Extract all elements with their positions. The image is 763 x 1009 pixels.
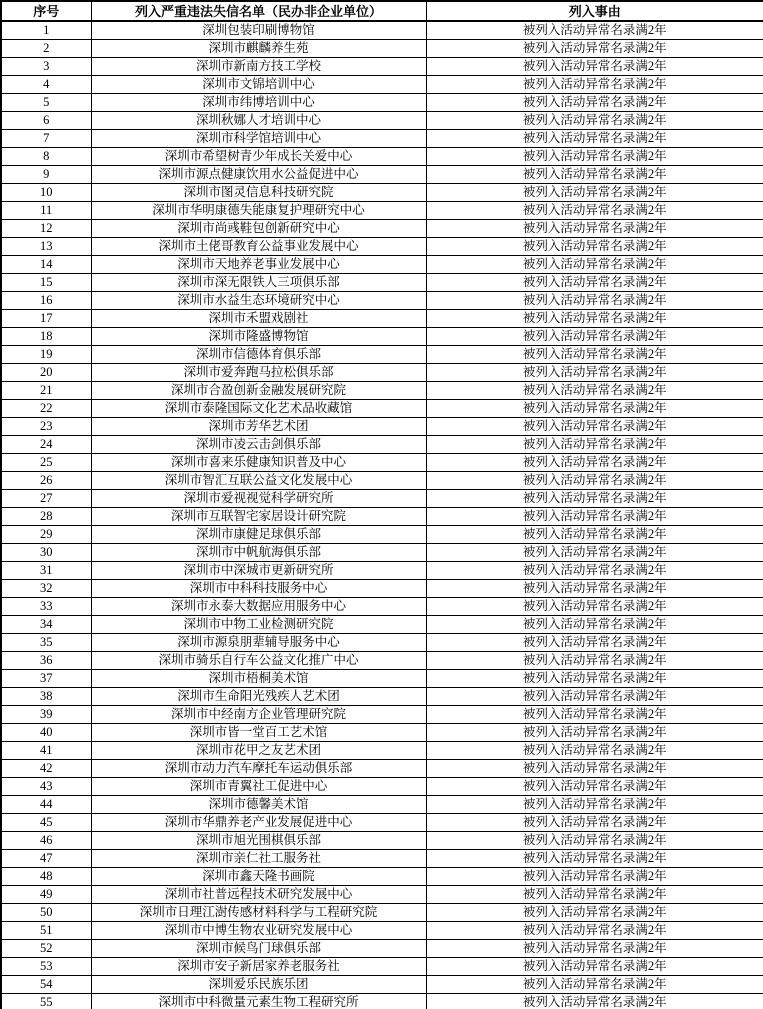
org-name-cell: 深圳市花甲之友艺术团 bbox=[91, 742, 426, 760]
row-number-cell: 10 bbox=[1, 184, 91, 202]
reason-cell: 被列入活动异常名录满2年 bbox=[426, 58, 763, 76]
reason-cell: 被列入活动异常名录满2年 bbox=[426, 76, 763, 94]
org-name-cell: 深圳市合盈创新金融发展研究院 bbox=[91, 382, 426, 400]
table-row bbox=[1, 598, 763, 616]
org-name-cell: 深圳市安子新居家养老服务社 bbox=[91, 958, 426, 976]
org-name-cell: 深圳市图灵信息科技研究院 bbox=[91, 184, 426, 202]
table-row bbox=[1, 544, 763, 562]
reason-cell: 被列入活动异常名录满2年 bbox=[426, 202, 763, 220]
org-name-cell: 深圳市爱视视觉科学研究所 bbox=[91, 490, 426, 508]
table-row bbox=[1, 400, 763, 418]
reason-cell: 被列入活动异常名录满2年 bbox=[426, 940, 763, 958]
row-number-cell: 3 bbox=[1, 58, 91, 76]
row-number-cell: 32 bbox=[1, 580, 91, 598]
table-row bbox=[1, 922, 763, 940]
table-row bbox=[1, 634, 763, 652]
reason-cell: 被列入活动异常名录满2年 bbox=[426, 400, 763, 418]
org-name-cell: 深圳市新南方技工学校 bbox=[91, 58, 426, 76]
table-row bbox=[1, 904, 763, 922]
reason-cell: 被列入活动异常名录满2年 bbox=[426, 346, 763, 364]
reason-cell: 被列入活动异常名录满2年 bbox=[426, 904, 763, 922]
row-number-cell: 28 bbox=[1, 508, 91, 526]
row-number-cell: 2 bbox=[1, 40, 91, 58]
reason-cell: 被列入活动异常名录满2年 bbox=[426, 688, 763, 706]
table-row bbox=[1, 454, 763, 472]
table-row bbox=[1, 616, 763, 634]
row-number-cell: 24 bbox=[1, 436, 91, 454]
row-number-cell: 4 bbox=[1, 76, 91, 94]
reason-cell: 被列入活动异常名录满2年 bbox=[426, 508, 763, 526]
reason-cell: 被列入活动异常名录满2年 bbox=[426, 742, 763, 760]
reason-cell: 被列入活动异常名录满2年 bbox=[426, 886, 763, 904]
row-number-cell: 31 bbox=[1, 562, 91, 580]
table-row bbox=[1, 796, 763, 814]
table-row bbox=[1, 184, 763, 202]
header-cell-no: 序号 bbox=[1, 1, 91, 21]
row-number-cell: 6 bbox=[1, 112, 91, 130]
reason-cell: 被列入活动异常名录满2年 bbox=[426, 292, 763, 310]
reason-cell: 被列入活动异常名录满2年 bbox=[426, 652, 763, 670]
table-row bbox=[1, 256, 763, 274]
reason-cell: 被列入活动异常名录满2年 bbox=[426, 166, 763, 184]
reason-cell: 被列入活动异常名录满2年 bbox=[426, 274, 763, 292]
org-name-cell: 深圳市华鼎养老产业发展促进中心 bbox=[91, 814, 426, 832]
reason-cell: 被列入活动异常名录满2年 bbox=[426, 850, 763, 868]
org-name-cell: 深圳爱乐民族乐团 bbox=[91, 976, 426, 994]
table-row bbox=[1, 382, 763, 400]
table-row bbox=[1, 21, 763, 40]
table-row bbox=[1, 148, 763, 166]
table-row bbox=[1, 202, 763, 220]
org-name-cell: 深圳市皆一堂百工艺术馆 bbox=[91, 724, 426, 742]
org-name-cell: 深圳秋娜人才培训中心 bbox=[91, 112, 426, 130]
org-name-cell: 深圳市骑乐自行车公益文化推广中心 bbox=[91, 652, 426, 670]
org-name-cell: 深圳市社普远程技术研究发展中心 bbox=[91, 886, 426, 904]
header-cell-name: 列入严重违法失信名单（民办非企业单位） bbox=[91, 1, 426, 21]
table-row bbox=[1, 58, 763, 76]
table-row bbox=[1, 328, 763, 346]
org-name-cell: 深圳市动力汽车摩托车运动俱乐部 bbox=[91, 760, 426, 778]
row-number-cell: 40 bbox=[1, 724, 91, 742]
reason-cell: 被列入活动异常名录满2年 bbox=[426, 148, 763, 166]
org-name-cell: 深圳市天地养老事业发展中心 bbox=[91, 256, 426, 274]
reason-cell: 被列入活动异常名录满2年 bbox=[426, 760, 763, 778]
table-row bbox=[1, 94, 763, 112]
org-name-cell: 深圳市永泰大数据应用服务中心 bbox=[91, 598, 426, 616]
table-row bbox=[1, 706, 763, 724]
row-number-cell: 21 bbox=[1, 382, 91, 400]
table-row bbox=[1, 112, 763, 130]
header-row bbox=[1, 1, 763, 21]
org-name-cell: 深圳市希望树青少年成长关爱中心 bbox=[91, 148, 426, 166]
org-name-cell: 深圳市日理江澍传感材料科学与工程研究院 bbox=[91, 904, 426, 922]
table-row bbox=[1, 292, 763, 310]
org-name-cell: 深圳市中深城市更新研究所 bbox=[91, 562, 426, 580]
table-row bbox=[1, 346, 763, 364]
table-row bbox=[1, 670, 763, 688]
row-number-cell: 30 bbox=[1, 544, 91, 562]
reason-cell: 被列入活动异常名录满2年 bbox=[426, 436, 763, 454]
table-row bbox=[1, 526, 763, 544]
row-number-cell: 37 bbox=[1, 670, 91, 688]
table-row bbox=[1, 472, 763, 490]
reason-cell: 被列入活动异常名录满2年 bbox=[426, 724, 763, 742]
table-body bbox=[1, 21, 763, 1009]
reason-cell: 被列入活动异常名录满2年 bbox=[426, 706, 763, 724]
table-row bbox=[1, 436, 763, 454]
reason-cell: 被列入活动异常名录满2年 bbox=[426, 598, 763, 616]
row-number-cell: 36 bbox=[1, 652, 91, 670]
row-number-cell: 17 bbox=[1, 310, 91, 328]
reason-cell: 被列入活动异常名录满2年 bbox=[426, 526, 763, 544]
org-name-cell: 深圳市尚彧鞋包创新研究中心 bbox=[91, 220, 426, 238]
table-row bbox=[1, 850, 763, 868]
org-name-cell: 深圳市旭光围棋俱乐部 bbox=[91, 832, 426, 850]
row-number-cell: 34 bbox=[1, 616, 91, 634]
row-number-cell: 46 bbox=[1, 832, 91, 850]
table-row bbox=[1, 310, 763, 328]
row-number-cell: 11 bbox=[1, 202, 91, 220]
org-name-cell: 深圳市中科微量元素生物工程研究所 bbox=[91, 994, 426, 1009]
reason-cell: 被列入活动异常名录满2年 bbox=[426, 220, 763, 238]
org-name-cell: 深圳市德馨美术馆 bbox=[91, 796, 426, 814]
row-number-cell: 39 bbox=[1, 706, 91, 724]
table-row bbox=[1, 868, 763, 886]
reason-cell: 被列入活动异常名录满2年 bbox=[426, 670, 763, 688]
reason-cell: 被列入活动异常名录满2年 bbox=[426, 544, 763, 562]
row-number-cell: 25 bbox=[1, 454, 91, 472]
table-row bbox=[1, 778, 763, 796]
table-row bbox=[1, 994, 763, 1009]
table-row bbox=[1, 976, 763, 994]
table-row bbox=[1, 832, 763, 850]
org-name-cell: 深圳市爱奔跑马拉松俱乐部 bbox=[91, 364, 426, 382]
row-number-cell: 20 bbox=[1, 364, 91, 382]
table-row bbox=[1, 958, 763, 976]
table-row bbox=[1, 490, 763, 508]
row-number-cell: 42 bbox=[1, 760, 91, 778]
row-number-cell: 50 bbox=[1, 904, 91, 922]
table-row bbox=[1, 76, 763, 94]
row-number-cell: 51 bbox=[1, 922, 91, 940]
org-name-cell: 深圳市鑫天隆书画院 bbox=[91, 868, 426, 886]
row-number-cell: 49 bbox=[1, 886, 91, 904]
table-row bbox=[1, 166, 763, 184]
row-number-cell: 5 bbox=[1, 94, 91, 112]
reason-cell: 被列入活动异常名录满2年 bbox=[426, 562, 763, 580]
table-row bbox=[1, 418, 763, 436]
row-number-cell: 9 bbox=[1, 166, 91, 184]
reason-cell: 被列入活动异常名录满2年 bbox=[426, 796, 763, 814]
org-name-cell: 深圳市中博生物农业研究发展中心 bbox=[91, 922, 426, 940]
row-number-cell: 29 bbox=[1, 526, 91, 544]
row-number-cell: 44 bbox=[1, 796, 91, 814]
header-cell-reason: 列入事由 bbox=[426, 1, 763, 21]
org-name-cell: 深圳市生命阳光残疾人艺术团 bbox=[91, 688, 426, 706]
table-row bbox=[1, 742, 763, 760]
row-number-cell: 38 bbox=[1, 688, 91, 706]
reason-cell: 被列入活动异常名录满2年 bbox=[426, 472, 763, 490]
reason-cell: 被列入活动异常名录满2年 bbox=[426, 976, 763, 994]
org-name-cell: 深圳市候鸟门球俱乐部 bbox=[91, 940, 426, 958]
org-name-cell: 深圳市互联智宅家居设计研究院 bbox=[91, 508, 426, 526]
org-name-cell: 深圳市纬博培训中心 bbox=[91, 94, 426, 112]
org-name-cell: 深圳市水益生态环境研究中心 bbox=[91, 292, 426, 310]
org-name-cell: 深圳包装印刷博物馆 bbox=[91, 21, 426, 40]
table-row bbox=[1, 220, 763, 238]
table-row bbox=[1, 886, 763, 904]
reason-cell: 被列入活动异常名录满2年 bbox=[426, 814, 763, 832]
row-number-cell: 26 bbox=[1, 472, 91, 490]
org-name-cell: 深圳市科学馆培训中心 bbox=[91, 130, 426, 148]
reason-cell: 被列入活动异常名录满2年 bbox=[426, 184, 763, 202]
row-number-cell: 41 bbox=[1, 742, 91, 760]
row-number-cell: 48 bbox=[1, 868, 91, 886]
table-row bbox=[1, 724, 763, 742]
reason-cell: 被列入活动异常名录满2年 bbox=[426, 994, 763, 1009]
reason-cell: 被列入活动异常名录满2年 bbox=[426, 21, 763, 40]
org-name-cell: 深圳市智汇互联公益文化发展中心 bbox=[91, 472, 426, 490]
row-number-cell: 47 bbox=[1, 850, 91, 868]
org-name-cell: 深圳市青翼社工促进中心 bbox=[91, 778, 426, 796]
org-name-cell: 深圳市隆盛博物馆 bbox=[91, 328, 426, 346]
table-row bbox=[1, 238, 763, 256]
row-number-cell: 8 bbox=[1, 148, 91, 166]
org-name-cell: 深圳市源泉朋辈辅导服务中心 bbox=[91, 634, 426, 652]
row-number-cell: 55 bbox=[1, 994, 91, 1009]
reason-cell: 被列入活动异常名录满2年 bbox=[426, 616, 763, 634]
table-row bbox=[1, 652, 763, 670]
row-number-cell: 12 bbox=[1, 220, 91, 238]
row-number-cell: 1 bbox=[1, 21, 91, 40]
reason-cell: 被列入活动异常名录满2年 bbox=[426, 634, 763, 652]
row-number-cell: 33 bbox=[1, 598, 91, 616]
row-number-cell: 15 bbox=[1, 274, 91, 292]
reason-cell: 被列入活动异常名录满2年 bbox=[426, 328, 763, 346]
row-number-cell: 23 bbox=[1, 418, 91, 436]
org-name-cell: 深圳市亲仁社工服务社 bbox=[91, 850, 426, 868]
org-name-cell: 深圳市泰隆国际文化艺术品收藏馆 bbox=[91, 400, 426, 418]
row-number-cell: 22 bbox=[1, 400, 91, 418]
org-name-cell: 深圳市梧桐美术馆 bbox=[91, 670, 426, 688]
table-row bbox=[1, 274, 763, 292]
table-row bbox=[1, 40, 763, 58]
org-name-cell: 深圳市源点健康饮用水公益促进中心 bbox=[91, 166, 426, 184]
reason-cell: 被列入活动异常名录满2年 bbox=[426, 490, 763, 508]
reason-cell: 被列入活动异常名录满2年 bbox=[426, 778, 763, 796]
table-row bbox=[1, 508, 763, 526]
table-row bbox=[1, 814, 763, 832]
row-number-cell: 13 bbox=[1, 238, 91, 256]
table-header bbox=[1, 1, 763, 21]
reason-cell: 被列入活动异常名录满2年 bbox=[426, 256, 763, 274]
reason-cell: 被列入活动异常名录满2年 bbox=[426, 832, 763, 850]
org-name-cell: 深圳市麒麟养生苑 bbox=[91, 40, 426, 58]
org-name-cell: 深圳市深无限铁人三项俱乐部 bbox=[91, 274, 426, 292]
org-name-cell: 深圳市中帆航海俱乐部 bbox=[91, 544, 426, 562]
table-row bbox=[1, 940, 763, 958]
table-row bbox=[1, 580, 763, 598]
org-name-cell: 深圳市凌云击剑俱乐部 bbox=[91, 436, 426, 454]
row-number-cell: 54 bbox=[1, 976, 91, 994]
org-name-cell: 深圳市华明康德失能康复护理研究中心 bbox=[91, 202, 426, 220]
row-number-cell: 35 bbox=[1, 634, 91, 652]
reason-cell: 被列入活动异常名录满2年 bbox=[426, 958, 763, 976]
table-row bbox=[1, 688, 763, 706]
table-row bbox=[1, 562, 763, 580]
row-number-cell: 52 bbox=[1, 940, 91, 958]
reason-cell: 被列入活动异常名录满2年 bbox=[426, 40, 763, 58]
org-name-cell: 深圳市中物工业检测研究院 bbox=[91, 616, 426, 634]
table-row bbox=[1, 130, 763, 148]
reason-cell: 被列入活动异常名录满2年 bbox=[426, 238, 763, 256]
reason-cell: 被列入活动异常名录满2年 bbox=[426, 364, 763, 382]
table-row bbox=[1, 364, 763, 382]
row-number-cell: 19 bbox=[1, 346, 91, 364]
row-number-cell: 16 bbox=[1, 292, 91, 310]
org-name-cell: 深圳市芳华艺术团 bbox=[91, 418, 426, 436]
row-number-cell: 53 bbox=[1, 958, 91, 976]
row-number-cell: 27 bbox=[1, 490, 91, 508]
org-name-cell: 深圳市中科科技服务中心 bbox=[91, 580, 426, 598]
row-number-cell: 43 bbox=[1, 778, 91, 796]
org-name-cell: 深圳市中经南方企业管理研究院 bbox=[91, 706, 426, 724]
reason-cell: 被列入活动异常名录满2年 bbox=[426, 580, 763, 598]
reason-cell: 被列入活动异常名录满2年 bbox=[426, 922, 763, 940]
reason-cell: 被列入活动异常名录满2年 bbox=[426, 310, 763, 328]
org-name-cell: 深圳市土佬哥教育公益事业发展中心 bbox=[91, 238, 426, 256]
reason-cell: 被列入活动异常名录满2年 bbox=[426, 94, 763, 112]
org-name-cell: 深圳市文锦培训中心 bbox=[91, 76, 426, 94]
org-name-cell: 深圳市信德体育俱乐部 bbox=[91, 346, 426, 364]
reason-cell: 被列入活动异常名录满2年 bbox=[426, 868, 763, 886]
reason-cell: 被列入活动异常名录满2年 bbox=[426, 382, 763, 400]
row-number-cell: 45 bbox=[1, 814, 91, 832]
row-number-cell: 18 bbox=[1, 328, 91, 346]
row-number-cell: 7 bbox=[1, 130, 91, 148]
org-name-cell: 深圳市禾盟戏剧社 bbox=[91, 310, 426, 328]
reason-cell: 被列入活动异常名录满2年 bbox=[426, 454, 763, 472]
reason-cell: 被列入活动异常名录满2年 bbox=[426, 418, 763, 436]
org-name-cell: 深圳市喜来乐健康知识普及中心 bbox=[91, 454, 426, 472]
table-row bbox=[1, 760, 763, 778]
reason-cell: 被列入活动异常名录满2年 bbox=[426, 130, 763, 148]
row-number-cell: 14 bbox=[1, 256, 91, 274]
org-name-cell: 深圳市康健足球俱乐部 bbox=[91, 526, 426, 544]
reason-cell: 被列入活动异常名录满2年 bbox=[426, 112, 763, 130]
